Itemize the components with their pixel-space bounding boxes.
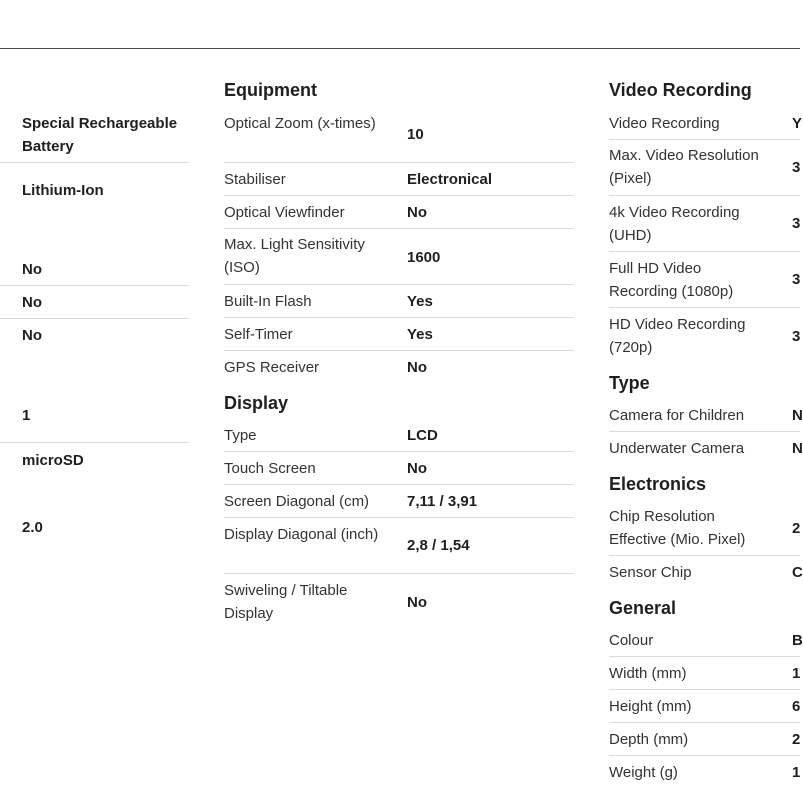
spec-value: 3 [792,271,801,288]
separator [609,307,800,308]
spec-value: 3 [792,215,801,232]
spec-value: 7,11 / 3,91 [407,493,478,510]
spec-label: Underwater Camera [609,440,745,457]
spec-value: No [407,204,427,221]
separator [0,318,189,319]
left-value-8: 2.0 [22,519,43,536]
spec-value: 2 [792,520,801,537]
section-title-electronics: Electronics [609,474,707,494]
separator [0,285,189,286]
separator [224,350,574,351]
spec-label: Swiveling / Tiltable Display [224,582,348,622]
spec-label: GPS Receiver [224,359,320,376]
separator [0,162,189,163]
spec-label: Touch Screen [224,460,316,477]
spec-value: No [407,359,427,376]
separator [224,317,574,318]
spec-label: Display Diagonal (inch) [224,526,379,543]
separator [224,162,574,163]
separator [609,195,800,196]
spec-value: No [407,460,427,477]
spec-value: 1 [792,665,801,682]
separator [609,689,800,690]
spec-value: LCD [407,427,438,444]
spec-label: Video Recording [609,115,720,132]
spec-value: 10 [407,126,424,143]
spec-value: No [407,594,427,611]
separator [609,722,800,723]
separator [224,484,574,485]
left-value-4: No [22,294,42,311]
spec-value: 3 [792,328,801,345]
spec-value: B [792,632,803,649]
section-title-display: Display [224,393,289,413]
spec-value: Yes [407,326,433,343]
battery-chemistry-value: Lithium-Ion [22,182,104,199]
spec-label: Stabiliser [224,171,286,188]
spec-label: Width (mm) [609,665,687,682]
section-title-video-recording: Video Recording [609,80,752,100]
spec-label: Weight (g) [609,764,678,781]
spec-value: 6 [792,698,801,715]
spec-value: Y [792,115,803,132]
spec-label: Depth (mm) [609,731,689,748]
spec-value: Yes [407,293,433,310]
spec-label: Optical Zoom (x-times) [224,115,376,132]
spec-label: Built-In Flash [224,293,312,310]
separator [609,656,800,657]
section-title-type: Type [609,373,650,393]
separator [224,451,574,452]
spec-label: HD Video Recording (720p) [609,316,746,356]
spec-label: Screen Diagonal (cm) [224,493,370,510]
separator [224,284,574,285]
spec-value: 1600 [407,249,441,266]
spec-label: Sensor Chip [609,564,692,581]
spec-label: Self-Timer [224,326,293,343]
separator [224,573,574,574]
spec-label: Chip Resolution Effective (Mio. Pixel) [609,508,746,548]
separator [224,517,574,518]
spec-label: Full HD Video Recording (1080p) [609,260,734,300]
separator [609,431,800,432]
separator [609,755,800,756]
memory-card-value: microSD [22,452,84,469]
section-title-equipment: Equipment [224,80,317,100]
section-title-general: General [609,598,677,618]
spec-label: Optical Viewfinder [224,204,345,221]
spec-label: Height (mm) [609,698,692,715]
spec-value: N [792,440,803,457]
spec-value: 2,8 / 1,54 [407,537,470,554]
spec-value: 2 [792,731,801,748]
spec-label: Max. Video Resolution (Pixel) [609,147,759,187]
left-value-6: 1 [22,407,31,424]
separator [224,228,574,229]
separator [609,555,800,556]
spec-label: Colour [609,632,654,649]
spec-label: 4k Video Recording (UHD) [609,204,740,244]
spec-value: C [792,564,803,581]
spec-value: N [792,407,803,424]
separator [609,139,800,140]
left-value-5: No [22,327,42,344]
left-value-3: No [22,261,42,278]
spec-label: Max. Light Sensitivity (ISO) [224,236,365,276]
spec-label: Camera for Children [609,407,745,424]
battery-type-value: Special Rechargeable Battery [22,115,178,155]
spec-label: Type [224,427,257,444]
separator [609,251,800,252]
spec-value: 1 [792,764,801,781]
separator [224,195,574,196]
separator [0,442,189,443]
spec-value: Electronical [407,171,493,188]
spec-value: 3 [792,159,801,176]
